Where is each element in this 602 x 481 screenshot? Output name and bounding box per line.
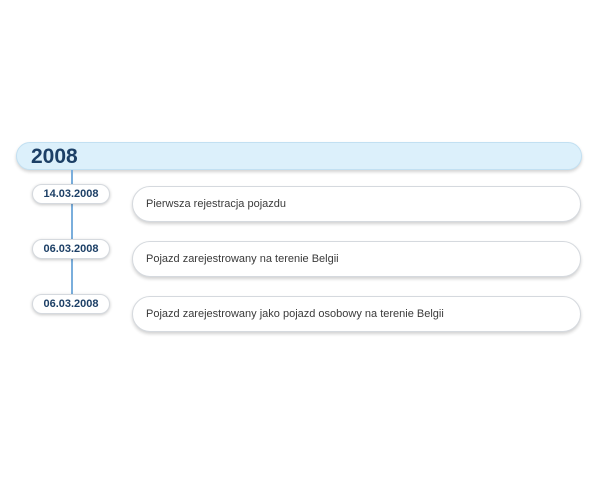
event-description: Pojazd zarejestrowany na terenie Belgii [146, 253, 339, 265]
year-header [16, 142, 582, 170]
event-date-badge: 14.03.2008 [32, 184, 110, 204]
timeline-event [0, 294, 602, 334]
event-card [132, 241, 581, 277]
event-card [132, 296, 581, 332]
year-label: 2008 [31, 145, 78, 168]
timeline-event [0, 239, 602, 279]
event-description: Pierwsza rejestracja pojazdu [146, 198, 287, 210]
event-description: Pojazd zarejestrowany jako pojazd osobowy na terenie Belgii [146, 308, 444, 320]
event-card [132, 186, 581, 222]
timeline-event [0, 184, 602, 224]
event-date-badge: 06.03.2008 [32, 294, 110, 314]
event-date-badge: 06.03.2008 [32, 239, 110, 259]
